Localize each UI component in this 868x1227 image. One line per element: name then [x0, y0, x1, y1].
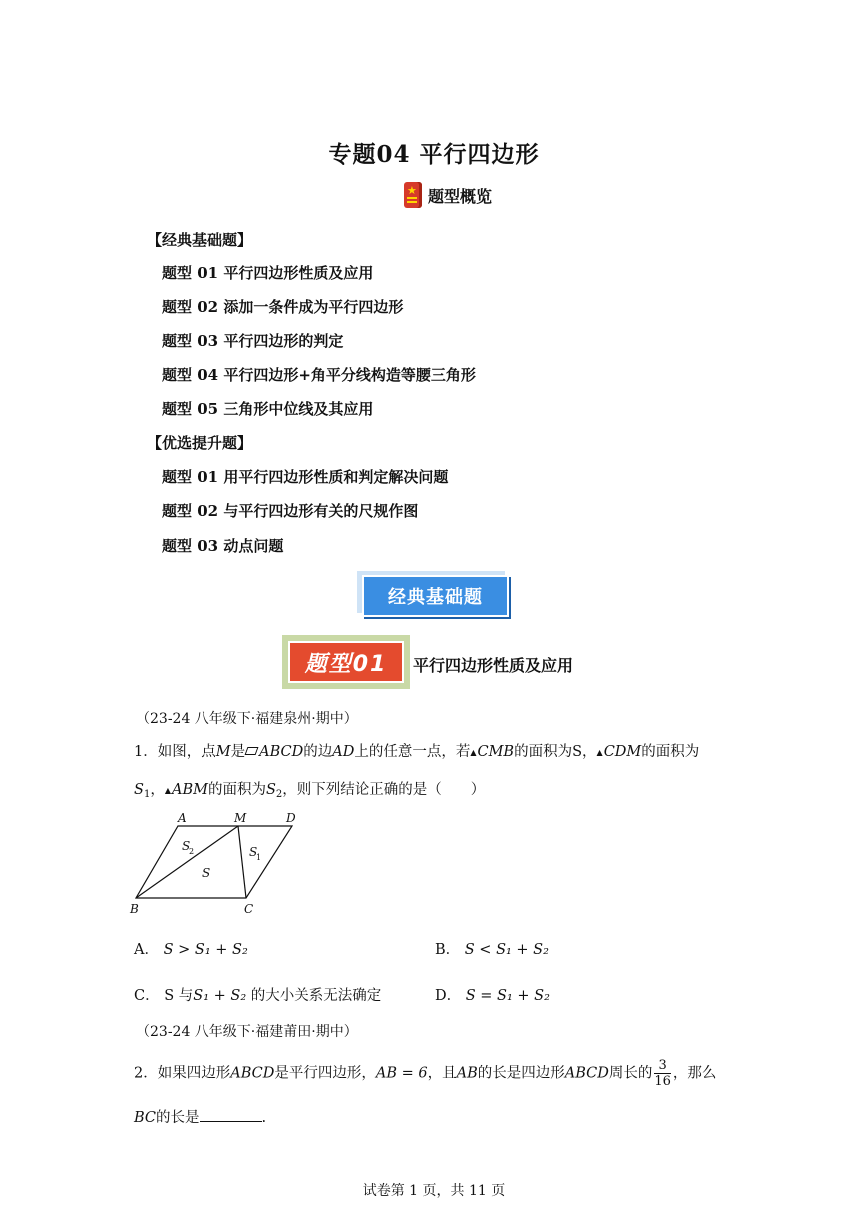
q1-option-c[interactable]: C． S 与S₁ + S₂ 的大小关系无法确定 — [134, 988, 382, 1004]
toc-item: 题型 03 平行四边形的判定 — [162, 332, 344, 350]
svg-text:2: 2 — [189, 847, 195, 856]
toc-item: 题型 02 与平行四边形有关的尺规作图 — [162, 502, 419, 520]
toc-section-basic: 【经典基础题】 — [147, 231, 253, 249]
fraction: $\frac{3}{16}$ — [654, 1058, 671, 1089]
type-banner-label: 题型01 — [288, 641, 404, 683]
page-footer: 试卷第 1 页，共 11 页 — [362, 1183, 506, 1199]
overview-label: 题型概览 — [428, 186, 493, 206]
triangle-icon: ▲ — [164, 786, 171, 795]
toc-item: 题型 01 平行四边形性质及应用 — [162, 264, 374, 282]
toc-item: 题型 01 用平行四边形性质和判定解决问题 — [162, 468, 449, 486]
section-banner — [357, 571, 509, 617]
q1-line2: $S_1$，▲ABM的面积为$S_2$，则下列结论正确的是（ ） — [134, 782, 486, 800]
vertex-label-D: D — [286, 812, 296, 825]
book-icon — [404, 182, 422, 208]
q1-line1: 1．如图，点M是 ABCD的边AD上的任意一点，若▲CMB的面积为S，▲CDM的面积为 — [134, 744, 700, 760]
parallelogram-icon — [245, 747, 259, 755]
vertex-label-B: B — [130, 902, 139, 916]
q2-line1: 2．如果四边形ABCD是平行四边形，AB = 6，且AB的长是四边形ABCD周长的 $\frac{3}{16}$ ，那么 — [134, 1058, 717, 1089]
toc-item: 题型 05 三角形中位线及其应用 — [162, 400, 374, 418]
vertex-label-M: M — [234, 812, 247, 825]
q1-option-a[interactable]: A． S > S₁ + S₂ — [134, 942, 248, 958]
q2-source: （23-24 八年级下·福建莆田·期中） — [136, 1024, 358, 1040]
q2-line2: BC的长是 . — [134, 1106, 266, 1127]
vertex-label-C: C — [244, 902, 254, 916]
q1-source: （23-24 八年级下·福建泉州·期中） — [136, 711, 358, 727]
overview-heading — [404, 182, 492, 208]
toc-item: 题型 04 平行四边形+角平分线构造等腰三角形 — [162, 366, 476, 384]
q1-option-b[interactable]: B． S < S₁ + S₂ — [435, 942, 549, 958]
toc-item: 题型 03 动点问题 — [162, 537, 284, 555]
area-label-S2: S — [182, 839, 191, 853]
type-title: 平行四边形性质及应用 — [413, 656, 574, 675]
area-label-S: S — [202, 866, 211, 880]
triangle-icon: ▲ — [596, 748, 603, 757]
toc-section-advanced: 【优选提升题】 — [147, 434, 253, 452]
parallelogram-figure — [128, 812, 308, 920]
svg-text:1: 1 — [256, 853, 262, 862]
page-title: 专题04 平行四边形 — [328, 141, 540, 168]
area-label-S1: S — [249, 845, 258, 859]
triangle-icon: ▲ — [470, 748, 477, 757]
vertex-label-A: A — [178, 812, 187, 825]
toc-item: 题型 02 添加一条件成为平行四边形 — [162, 298, 404, 316]
section-banner-label: 经典基础题 — [362, 575, 509, 617]
type-banner — [282, 635, 410, 689]
q1-option-d[interactable]: D． S = S₁ + S₂ — [435, 988, 550, 1004]
answer-blank[interactable] — [200, 1107, 262, 1122]
